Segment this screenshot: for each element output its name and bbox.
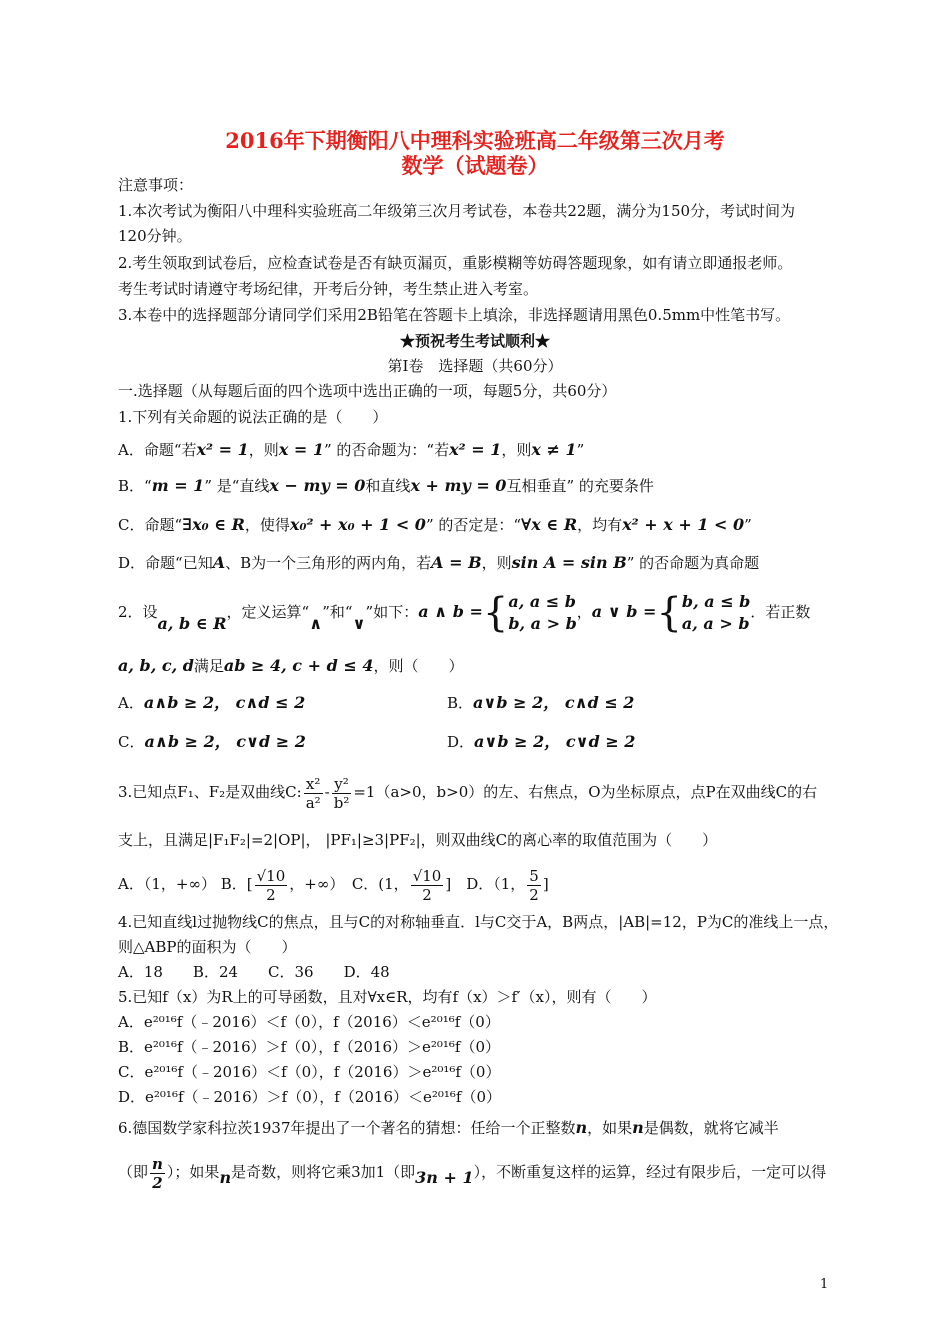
numerator: √10	[412, 866, 442, 885]
section-instructions: 一.选择题（从每题后面的四个选项中选出正确的一项，每题5分，共60分）	[118, 382, 617, 400]
fraction-x2-a2	[304, 775, 323, 812]
math: m = 1	[151, 476, 205, 495]
text: A．	[118, 694, 144, 712]
q5-stem: 5.已知f（x）为R上的可导函数，且对∀x∈R，均有f（x）＞f′（x），则有（ ）	[118, 988, 657, 1006]
text: ．若正数	[750, 603, 811, 621]
text: ” 的否定是：“	[425, 516, 522, 534]
math: x² + x + 1 < 0	[622, 515, 745, 534]
numerator: y²	[332, 775, 352, 794]
text: A．命题“若	[118, 441, 197, 459]
text: 、B为一个三角形的两内角，若	[225, 554, 432, 572]
text: ”	[576, 441, 585, 459]
q3-options	[118, 862, 848, 906]
wish-banner: ★预祝考生考试顺利★	[399, 332, 550, 350]
q6-stem	[118, 1118, 848, 1138]
text: 互相垂直” 的充要条件	[506, 477, 654, 495]
math: x₀² + x₀ + 1 < 0	[289, 515, 426, 534]
math: x² = 1	[449, 440, 502, 459]
text: 6.德国数学家科拉茨1937年提出了一个著名的猜想：任给一个正整数	[118, 1119, 576, 1137]
math: a∨b ≥ 2， c∧d ≤ 2	[473, 693, 635, 712]
numerator: n	[152, 1154, 163, 1173]
text: D．命题“已知	[118, 554, 213, 572]
text: 3.已知点F₁、F₂是双曲线C:	[118, 783, 302, 801]
left-brace: {	[656, 590, 682, 636]
case-row: b, a ≤ b	[681, 592, 751, 611]
fraction-n-2	[150, 1155, 165, 1192]
denominator: 2	[422, 885, 432, 904]
q5-option-a: A．e²⁰¹⁶f（﹣2016）＜f（0），f（2016）＜e²⁰¹⁶f（0）	[118, 1013, 500, 1031]
numerator: 5	[529, 866, 539, 885]
numerator: √10	[256, 866, 286, 885]
math: a∨b ≥ 2， c∨d ≥ 2	[474, 732, 636, 751]
text: ” 的否命题为：“若	[323, 441, 450, 459]
wedge-operator: ∧	[309, 614, 323, 633]
math: A	[212, 553, 226, 572]
text: C．命题“	[118, 516, 183, 534]
text: ，+∞） C．(1，	[289, 875, 409, 893]
math: n	[219, 1168, 232, 1187]
exam-title: 2016年下期衡阳八中理科实验班高二年级第三次月考	[225, 128, 725, 153]
text: 满足	[193, 657, 224, 675]
q1-option-d	[118, 553, 848, 573]
text: （即	[118, 1163, 149, 1181]
denominator: 2	[266, 885, 276, 904]
fraction-sqrt10-2	[255, 867, 288, 904]
note-1-cont: 120分钟。	[118, 227, 192, 245]
q5-option-b: B．e²⁰¹⁶f（﹣2016）＞f（0），f（2016）＞e²⁰¹⁶f（0）	[118, 1038, 501, 1056]
q3-stem	[118, 770, 848, 814]
denominator: 2	[529, 885, 539, 904]
text: 是偶数，就将它减半	[643, 1119, 779, 1137]
text: ，使得	[244, 516, 290, 534]
q4-stem-cont: 则△ABP的面积为（ ）	[118, 938, 297, 956]
denominator: b²	[333, 793, 350, 812]
text: ，定义运算“	[226, 603, 310, 621]
text: ”和“	[322, 603, 353, 621]
math: ∃x₀ ∈ R	[182, 515, 245, 534]
text: 和直线	[365, 477, 411, 495]
text: ，则	[481, 554, 512, 572]
math: ab ≥ 4, c + d ≤ 4	[223, 656, 374, 675]
fraction-sqrt10-2	[411, 867, 444, 904]
text: ，则	[248, 441, 279, 459]
note-3: 3.本卷中的选择题部分请同学们采用2B铅笔在答题卡上填涂，非选择题请用黑色0.5mm中性笔书写。	[118, 306, 791, 324]
q1-option-b	[118, 476, 848, 496]
page-number: 1	[820, 1277, 829, 1292]
math: a∧b ≥ 2， c∨d ≥ 2	[144, 732, 306, 751]
cases-vee	[682, 591, 750, 635]
math: a∧b ≥ 2， c∧d ≤ 2	[143, 693, 306, 712]
q1-option-a	[118, 440, 848, 460]
text: A．（1，+∞） B．[	[118, 875, 253, 893]
note-1: 1.本次考试为衡阳八中理科实验班高二年级第三次月考试卷，本卷共22题，满分为150分，考试时间为	[118, 202, 796, 220]
math: x − my = 0	[269, 476, 366, 495]
q2-stem	[118, 588, 848, 638]
case-row: b, a > b	[508, 614, 577, 633]
text: ，	[576, 603, 592, 621]
text: -	[324, 783, 330, 801]
denominator: a²	[305, 793, 321, 812]
note-2: 2.考生领取到试卷后，应检查试卷是否有缺页漏页，重影模糊等妨碍答题现象，如有请立即通报老师。	[118, 254, 793, 272]
text: ，则（ ）	[373, 657, 464, 675]
q5-option-c: C．e²⁰¹⁶f（﹣2016）＜f（0），f（2016）＞e²⁰¹⁶f（0）	[118, 1063, 501, 1081]
denominator: 2	[152, 1173, 163, 1192]
q4-stem: 4.已知直线l过抛物线C的焦点，且与C的对称轴垂直．l与C交于A，B两点，|AB|=12，P为C的准线上一点，	[118, 913, 839, 931]
q6-stem-cont	[118, 1150, 848, 1194]
text: ”如下：	[365, 603, 419, 621]
q2-condition	[118, 656, 848, 676]
text: B．	[447, 694, 474, 712]
text: ”	[744, 516, 752, 534]
vee-operator: ∨	[352, 614, 366, 633]
math: ∀x ∈ R	[521, 515, 578, 534]
math: a, b, c, d	[118, 656, 194, 675]
math: n	[575, 1118, 588, 1137]
text: 2．设	[118, 603, 158, 621]
text: D．	[447, 733, 475, 751]
math: n	[632, 1118, 644, 1137]
q3-condition: 支上，且满足|F₁F₂|=2|OP|， |PF₁|≥3|PF₂|，则双曲线C的离心率的取值范围为（ ）	[118, 831, 718, 849]
text: ，均有	[577, 516, 623, 534]
text: B．“	[118, 477, 152, 495]
case-row: a, a > b	[681, 614, 750, 633]
case-row: a, a ≤ b	[508, 592, 576, 611]
fraction-y2-b2	[332, 775, 352, 812]
q1-option-c	[118, 515, 848, 535]
text: 是奇数，则将它乘3加1（即	[231, 1163, 416, 1181]
numerator: x²	[304, 775, 323, 794]
text: C．	[118, 733, 145, 751]
text: =1（a>0，b>0）的左、右焦点，O为坐标原点，点P在双曲线C的右	[353, 783, 818, 801]
text: ），不断重复这样的运算，经过有限步后，一定可以得	[473, 1163, 827, 1181]
left-brace: {	[482, 590, 509, 636]
math: a ∧ b =	[418, 602, 483, 621]
math: x ≠ 1	[531, 440, 577, 459]
text: ，则	[501, 441, 532, 459]
section-part: 第I卷 选择题（共60分）	[387, 357, 563, 375]
cases-wedge	[508, 591, 576, 635]
math: x + my = 0	[410, 476, 507, 495]
text: ，如果	[587, 1119, 633, 1137]
note-2-cont: 考生考试时请遵守考场纪律，开考后分钟，考生禁止进入考室。	[118, 280, 539, 298]
notes-heading: 注意事项：	[118, 176, 194, 194]
q5-option-d: D．e²⁰¹⁶f（﹣2016）＞f（0），f（2016）＜e²⁰¹⁶f（0）	[118, 1088, 502, 1106]
math: A = B	[431, 553, 482, 572]
text: ” 的否命题为真命题	[626, 554, 760, 572]
text: ）；如果	[166, 1163, 220, 1181]
q1-stem: 1.下列有关命题的说法正确的是（ ）	[118, 408, 388, 426]
math: sin A = sin B	[511, 553, 627, 572]
math: x² = 1	[196, 440, 249, 459]
text: ” 是“直线	[204, 477, 270, 495]
q4-options: A．18 B．24 C．36 D．48	[118, 963, 390, 981]
q2-option-d	[447, 732, 847, 752]
math: a, b ∈ R	[157, 614, 227, 633]
exam-subtitle: 数学（试题卷）	[401, 153, 549, 178]
math: 3n + 1	[415, 1168, 474, 1187]
math: x = 1	[278, 440, 324, 459]
fraction-5-2	[527, 867, 541, 904]
text: ] D．（1，	[445, 875, 526, 893]
math: a ∨ b =	[591, 602, 657, 621]
q2-option-b	[447, 693, 847, 713]
text: ]	[542, 875, 549, 893]
